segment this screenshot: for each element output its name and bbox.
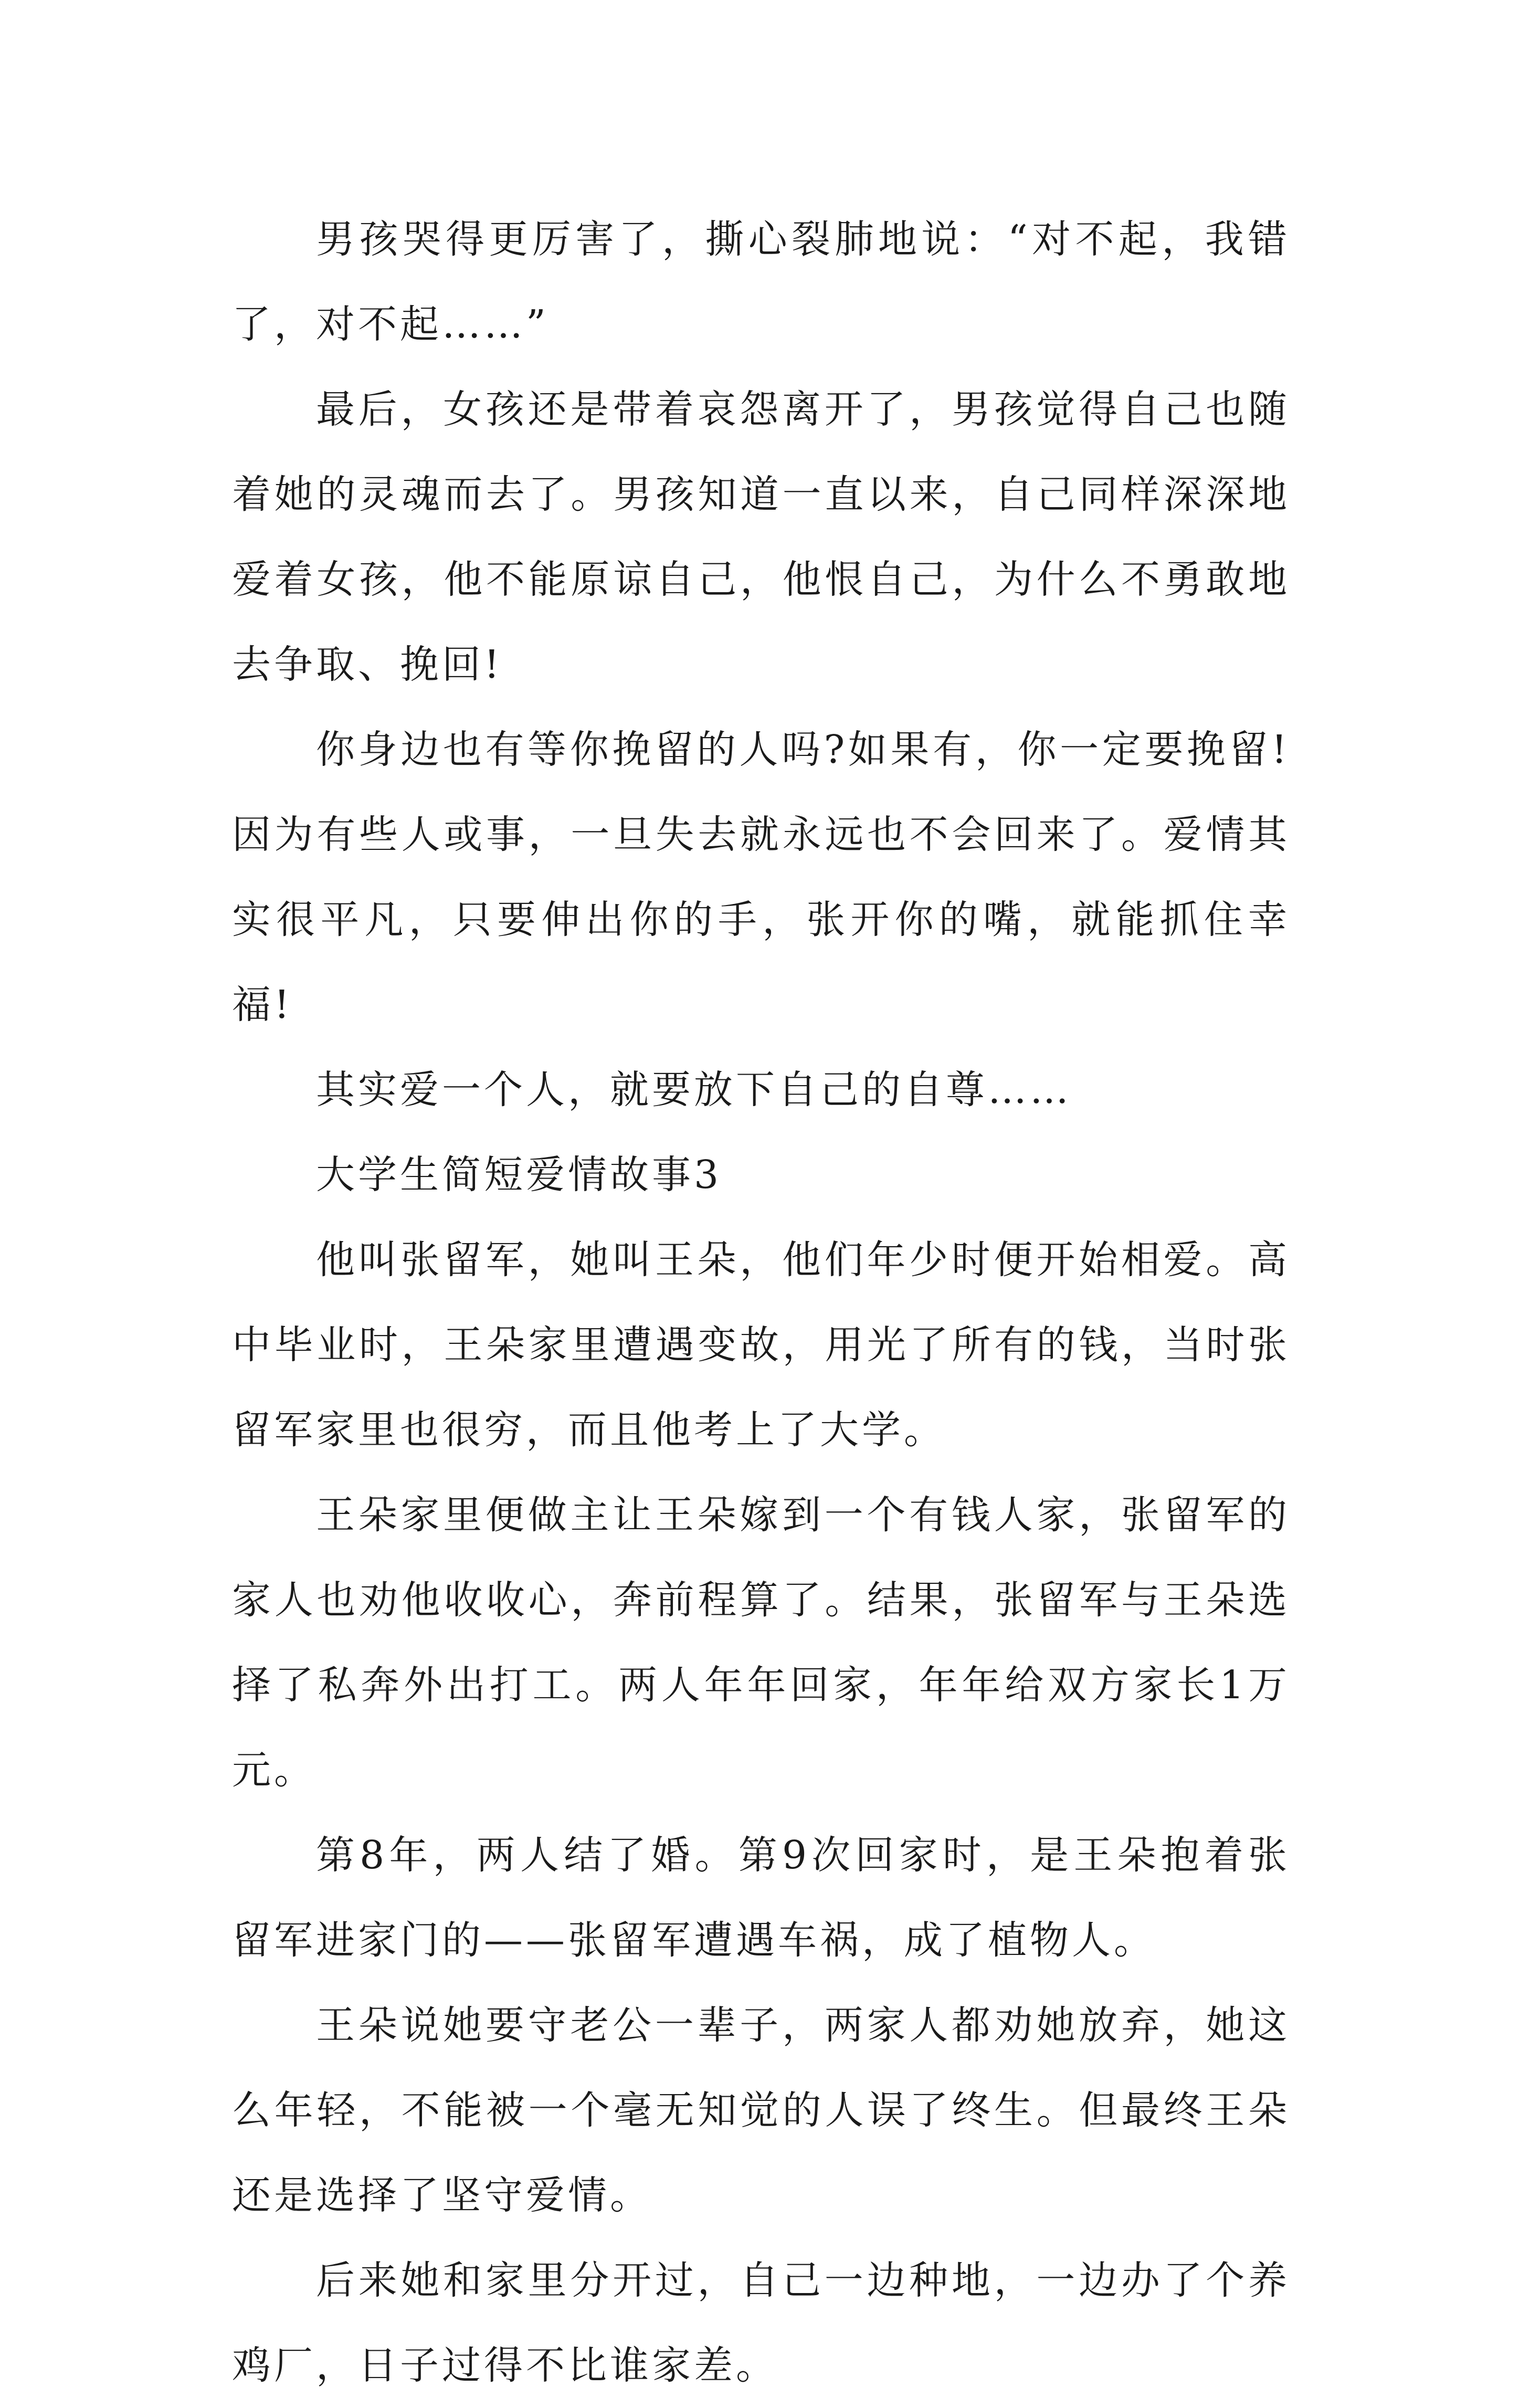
paragraph: 第8年，两人结了婚。第9次回家时，是王朵抱着张留军进家门的——张留军遭遇车祸，成了植物人。 — [232, 1833, 1290, 1963]
paragraph: 男孩哭得更厉害了，撕心裂肺地说：“对不起，我错了，对不起……” — [232, 217, 1290, 347]
section-heading: 大学生简短爱情故事3 — [316, 1152, 722, 1197]
paragraph: 王朵家里便做主让王朵嫁到一个有钱人家，张留军的家人也劝他收收心，奔前程算了。结果，张留军与王朵选择了私奔外出打工。两人年年回家，年年给双方家长1万元。 — [232, 1492, 1290, 1793]
paragraph: 王朵说她要守老公一辈子，两家人都劝她放弃，她这么年轻，不能被一个毫无知觉的人误了终生。但最终王朵还是选择了坚守爱情。 — [232, 2003, 1290, 2218]
paragraph: 后来她和家里分开过，自己一边种地，一边办了个养鸡厂，日子过得不比谁家差。 — [232, 2258, 1290, 2388]
paragraph: 其实爱一个人，就要放下自己的自尊…… — [316, 1067, 1072, 1112]
paragraph: 你身边也有等你挽留的人吗?如果有，你一定要挽留!因为有些人或事，一旦失去就永远也不会回来了。爱情其实很平凡，只要伸出你的手，张开你的嘴，就能抓住幸福! — [232, 727, 1290, 1027]
paragraph: 最后，女孩还是带着哀怨离开了，男孩觉得自己也随着她的灵魂而去了。男孩知道一直以来，自己同样深深地爱着女孩，他不能原谅自己，他恨自己，为什么不勇敢地去争取、挽回! — [232, 387, 1290, 687]
document-body — [232, 197, 1290, 2408]
paragraph: 他叫张留军，她叫王朵，他们年少时便开始相爱。高中毕业时，王朵家里遭遇变故，用光了所有的钱，当时张留军家里也很穷，而且他考上了大学。 — [232, 1237, 1290, 1453]
